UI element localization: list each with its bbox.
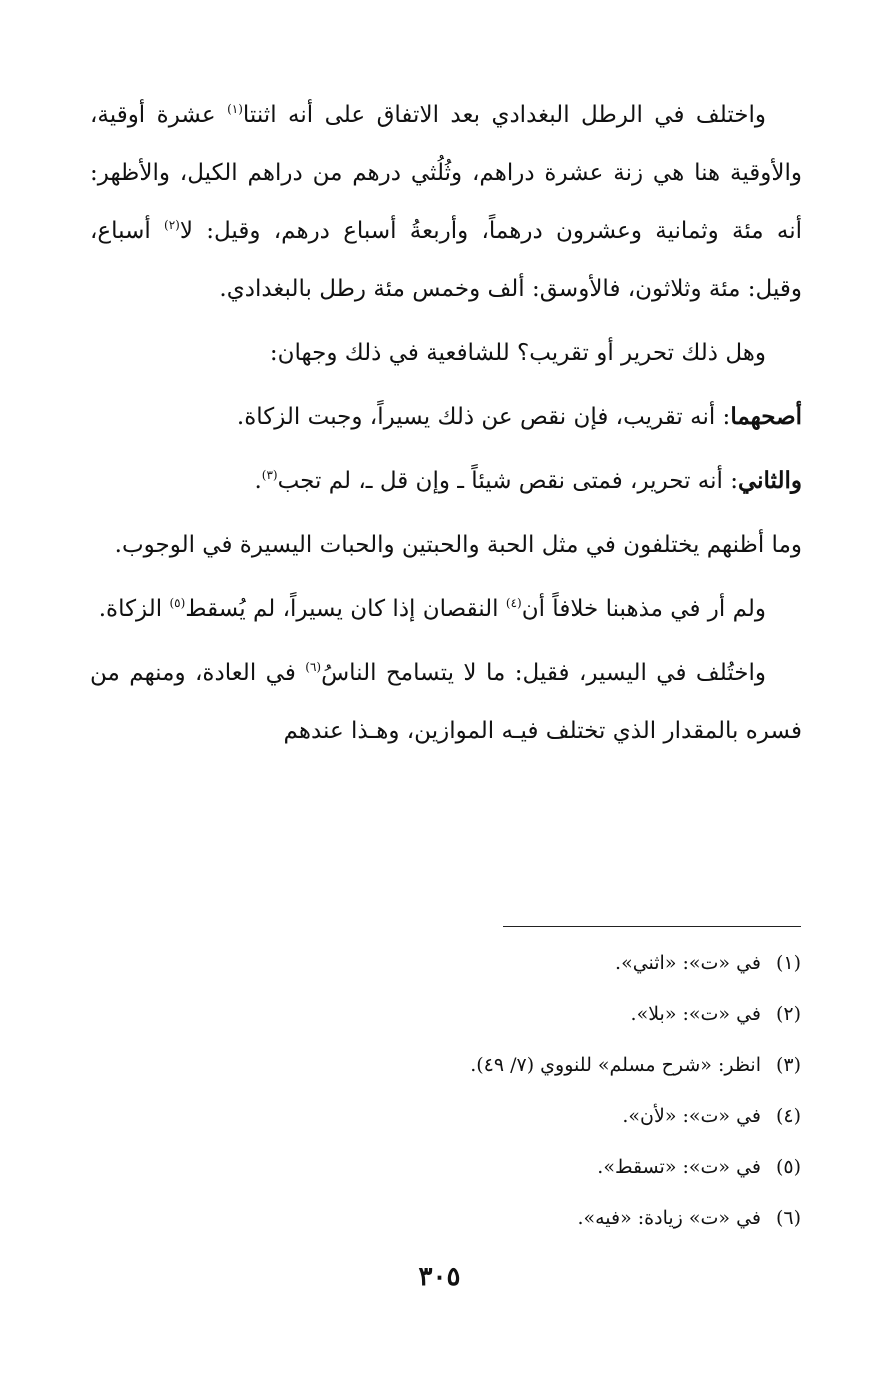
footnote-number: (٤) [775,1105,801,1127]
footnote-ref-3: (٣) [261,468,278,482]
p6-text-a: ولم أر في مذهبنا خلافاً أن [521,596,766,622]
paragraph-6 [90,580,802,638]
footnote-ref-5: (٥) [169,596,186,610]
footnote-number: (١) [775,952,801,974]
footnote-text: في «ت»: «لأن». [622,1105,761,1127]
p1-text-b: عشرة أوقية، والأوقية هنا هي زنة عشرة دراهم، وثُلُثي درهم من دراهم الكيل، والأظهر: أنه مئة وثمانية وعشرون درهماً، وأربعةُ أسباع درهم، وقيل: لا [90,102,802,244]
p4-lead: والثاني [737,467,802,494]
footnote-ref-4: (٤) [505,596,522,610]
p4-text: : أنه تحرير، فمتى نقص شيئاً ـ وإن قل ـ، لم تجب [277,468,738,494]
footnote-ref-2: (٢) [164,218,180,232]
footnote-text: في «ت» زيادة: «فيه». [577,1207,761,1229]
footnote-number: (٥) [775,1156,801,1178]
p6-text-b: النقصان إذا كان يسيراً، لم يُسقط [185,596,506,622]
footnote-ref-6: (٦) [305,660,322,674]
p7-text-a: واختُلف في اليسير، فقيل: ما لا يتسامح الناسُ [321,660,766,686]
footnote-number: (٣) [775,1054,801,1076]
p3-lead: أصحهما [730,403,802,430]
footnote-text: في «ت»: «بلا». [630,1003,761,1025]
main-text [90,86,802,766]
p6-text-c: الزكاة. [98,596,170,622]
paragraph-7 [90,644,802,760]
p1-text-c: أسباع، وقيل: مئة وثلاثون، فالأوسق: ألف وخمس مئة رطل بالبغدادي. [90,218,802,302]
footnote-ref-1: (١) [227,102,243,116]
footnote-4 [101,1091,801,1142]
footnote-text: انظر: «شرح مسلم» للنووي (٧/ ٤٩). [470,1054,761,1076]
paragraph-5: وما أظنهم يختلفون في مثل الحبة والحبتين والحبات اليسيرة في الوجوب. [114,532,802,558]
paragraph-2: وهل ذلك تحرير أو تقريب؟ للشافعية في ذلك وجهان: [269,340,766,366]
footnote-separator [503,926,801,927]
p3-text: : أنه تقريب، فإن نقص عن ذلك يسيراً، وجبت الزكاة. [236,404,731,430]
footnote-2 [101,989,801,1040]
footnote-3 [101,1040,801,1091]
footnote-number: (٦) [775,1207,801,1229]
footnote-5 [101,1142,801,1193]
page-number: ٣٠٥ [418,1262,461,1292]
p1-text-a: واختلف في الرطل البغدادي بعد الاتفاق على أنه اثنتا [242,102,766,128]
paragraph-3 [90,388,802,446]
p7-text-b: في العادة، ومنهم من فسره بالمقدار الذي تختلف فيـه الموازين، وهـذا عندهم [90,660,802,744]
footnote-1 [101,938,801,989]
footnotes [101,938,801,1244]
paragraph-1 [90,86,802,318]
footnote-text: في «ت»: «تسقط». [597,1156,761,1178]
p4-end: . [254,468,262,494]
footnote-text: في «ت»: «اثني». [615,952,761,974]
footnote-6 [101,1193,801,1244]
paragraph-4 [90,452,802,510]
footnote-number: (٢) [775,1003,801,1025]
